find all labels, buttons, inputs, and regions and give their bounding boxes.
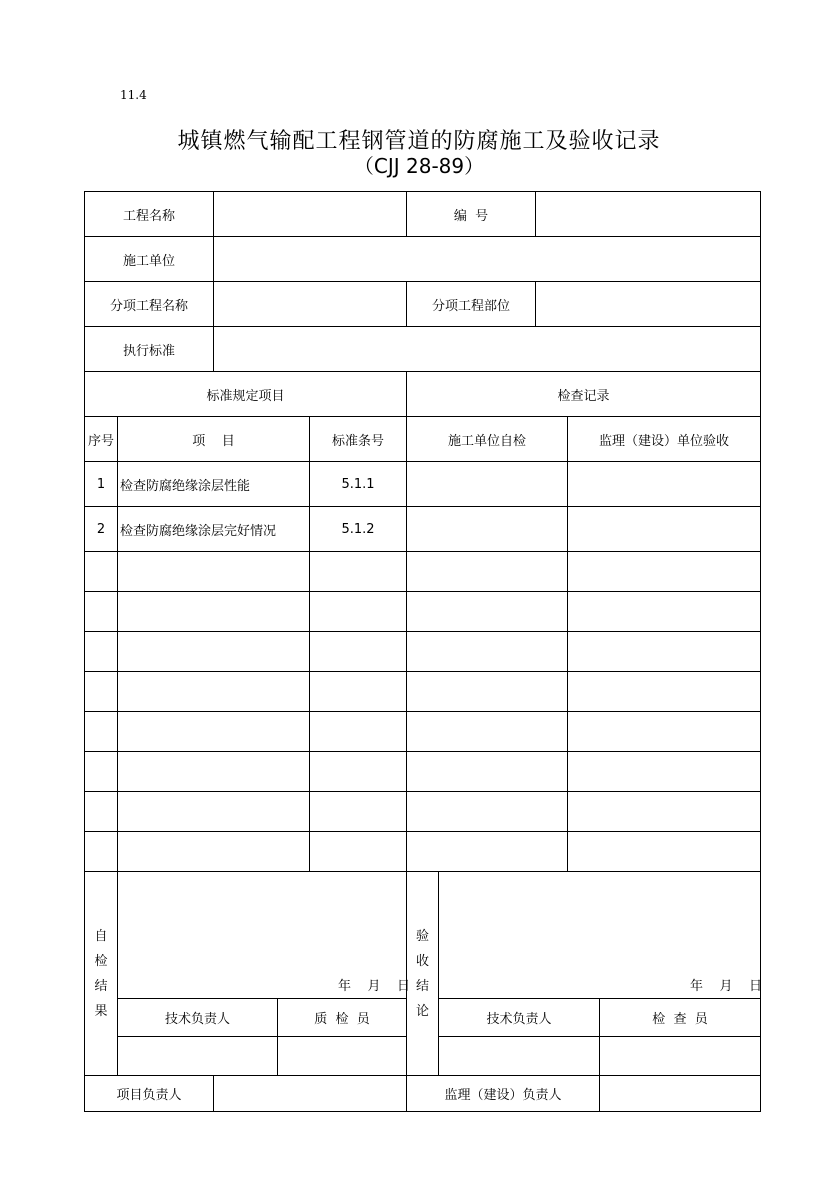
- acceptance-char-1: 验: [415, 928, 429, 944]
- construction-unit-label: 施工单位: [84, 236, 214, 282]
- self-qc-label: 质 检 员: [277, 998, 407, 1037]
- row1-seq: 1: [84, 461, 118, 507]
- empty-row-3-item[interactable]: [117, 551, 310, 592]
- acceptance-char-2: 收: [415, 953, 429, 969]
- project-lead-label: 项目负责人: [84, 1075, 214, 1112]
- self-check-date: 年 月 日: [338, 979, 411, 994]
- empty-row-5-item[interactable]: [117, 631, 310, 672]
- empty-row-10-item[interactable]: [117, 831, 310, 872]
- empty-row-7-clause[interactable]: [309, 711, 407, 752]
- row2-self-check[interactable]: [406, 506, 568, 552]
- self-tech-lead-label: 技术负责人: [117, 998, 278, 1037]
- accept-inspector-sign[interactable]: [599, 1036, 761, 1076]
- empty-row-10-self-check[interactable]: [406, 831, 568, 872]
- empty-row-6-self-check[interactable]: [406, 671, 568, 712]
- row1-clause: 5.1.1: [309, 461, 407, 507]
- empty-row-9-item[interactable]: [117, 791, 310, 832]
- row2-supervisor-accept[interactable]: [567, 506, 761, 552]
- project-name-label: 工程名称: [84, 191, 214, 237]
- empty-row-8-seq[interactable]: [84, 751, 118, 792]
- self-qc-sign[interactable]: [277, 1036, 407, 1076]
- project-name-field[interactable]: [213, 191, 407, 237]
- sub-project-part-label: 分项工程部位: [406, 281, 536, 327]
- acceptance-char-4: 论: [415, 1003, 429, 1019]
- empty-row-8-item[interactable]: [117, 751, 310, 792]
- self-check-char-3: 结: [94, 978, 108, 994]
- sub-project-part-field[interactable]: [535, 281, 761, 327]
- empty-row-3-clause[interactable]: [309, 551, 407, 592]
- empty-row-9-self-check[interactable]: [406, 791, 568, 832]
- form-code: 11.4: [120, 88, 147, 102]
- empty-row-3-seq[interactable]: [84, 551, 118, 592]
- row2-seq: 2: [84, 506, 118, 552]
- construction-unit-field[interactable]: [213, 236, 761, 282]
- empty-row-5-supervisor-accept[interactable]: [567, 631, 761, 672]
- sub-project-name-field[interactable]: [213, 281, 407, 327]
- empty-row-10-supervisor-accept[interactable]: [567, 831, 761, 872]
- acceptance-conclusion-label: [406, 871, 439, 1076]
- project-lead-sign[interactable]: [213, 1075, 407, 1112]
- row2-item: 检查防腐绝缘涂层完好情况: [117, 506, 310, 552]
- self-check-char-1: 自: [94, 928, 108, 944]
- row1-supervisor-accept[interactable]: [567, 461, 761, 507]
- col-seq: 序号: [84, 416, 118, 462]
- empty-row-4-clause[interactable]: [309, 591, 407, 632]
- self-check-char-4: 果: [94, 1003, 108, 1019]
- empty-row-8-clause[interactable]: [309, 751, 407, 792]
- form-subtitle: （CJJ 28-89）: [353, 154, 485, 178]
- empty-row-6-supervisor-accept[interactable]: [567, 671, 761, 712]
- empty-row-3-self-check[interactable]: [406, 551, 568, 592]
- col-self-check: 施工单位自检: [406, 416, 568, 462]
- empty-row-9-seq[interactable]: [84, 791, 118, 832]
- accept-tech-lead-sign[interactable]: [438, 1036, 600, 1076]
- empty-row-7-item[interactable]: [117, 711, 310, 752]
- empty-row-4-item[interactable]: [117, 591, 310, 632]
- col-supervisor-accept: 监理（建设）单位验收: [567, 416, 761, 462]
- supervisor-lead-sign[interactable]: [599, 1075, 761, 1112]
- self-tech-lead-sign[interactable]: [117, 1036, 278, 1076]
- row2-clause: 5.1.2: [309, 506, 407, 552]
- supervisor-lead-label: 监理（建设）负责人: [406, 1075, 600, 1112]
- number-field[interactable]: [535, 191, 761, 237]
- col-item: 项 目: [117, 416, 310, 462]
- standard-label: 执行标准: [84, 326, 214, 372]
- empty-row-7-self-check[interactable]: [406, 711, 568, 752]
- standard-field[interactable]: [213, 326, 761, 372]
- empty-row-4-supervisor-accept[interactable]: [567, 591, 761, 632]
- standard-items-header: 标准规定项目: [84, 371, 407, 417]
- self-check-result-label: [84, 871, 118, 1076]
- empty-row-7-seq[interactable]: [84, 711, 118, 752]
- empty-row-9-supervisor-accept[interactable]: [567, 791, 761, 832]
- empty-row-10-clause[interactable]: [309, 831, 407, 872]
- empty-row-4-self-check[interactable]: [406, 591, 568, 632]
- accept-inspector-label: 检 查 员: [599, 998, 761, 1037]
- empty-row-8-self-check[interactable]: [406, 751, 568, 792]
- empty-row-5-self-check[interactable]: [406, 631, 568, 672]
- empty-row-8-supervisor-accept[interactable]: [567, 751, 761, 792]
- col-clause: 标准条号: [309, 416, 407, 462]
- empty-row-6-seq[interactable]: [84, 671, 118, 712]
- empty-row-6-clause[interactable]: [309, 671, 407, 712]
- empty-row-6-item[interactable]: [117, 671, 310, 712]
- sub-project-name-label: 分项工程名称: [84, 281, 214, 327]
- accept-tech-lead-label: 技术负责人: [438, 998, 600, 1037]
- empty-row-3-supervisor-accept[interactable]: [567, 551, 761, 592]
- empty-row-10-seq[interactable]: [84, 831, 118, 872]
- acceptance-date: 年 月 日: [690, 979, 763, 994]
- inspection-record-header: 检查记录: [406, 371, 761, 417]
- row1-self-check[interactable]: [406, 461, 568, 507]
- empty-row-7-supervisor-accept[interactable]: [567, 711, 761, 752]
- acceptance-char-3: 结: [415, 978, 429, 994]
- empty-row-9-clause[interactable]: [309, 791, 407, 832]
- row1-item: 检查防腐绝缘涂层性能: [117, 461, 310, 507]
- empty-row-5-seq[interactable]: [84, 631, 118, 672]
- empty-row-5-clause[interactable]: [309, 631, 407, 672]
- form-title: 城镇燃气输配工程钢管道的防腐施工及验收记录: [177, 129, 661, 154]
- number-label: 编 号: [406, 191, 536, 237]
- empty-row-4-seq[interactable]: [84, 591, 118, 632]
- self-check-char-2: 检: [94, 953, 108, 969]
